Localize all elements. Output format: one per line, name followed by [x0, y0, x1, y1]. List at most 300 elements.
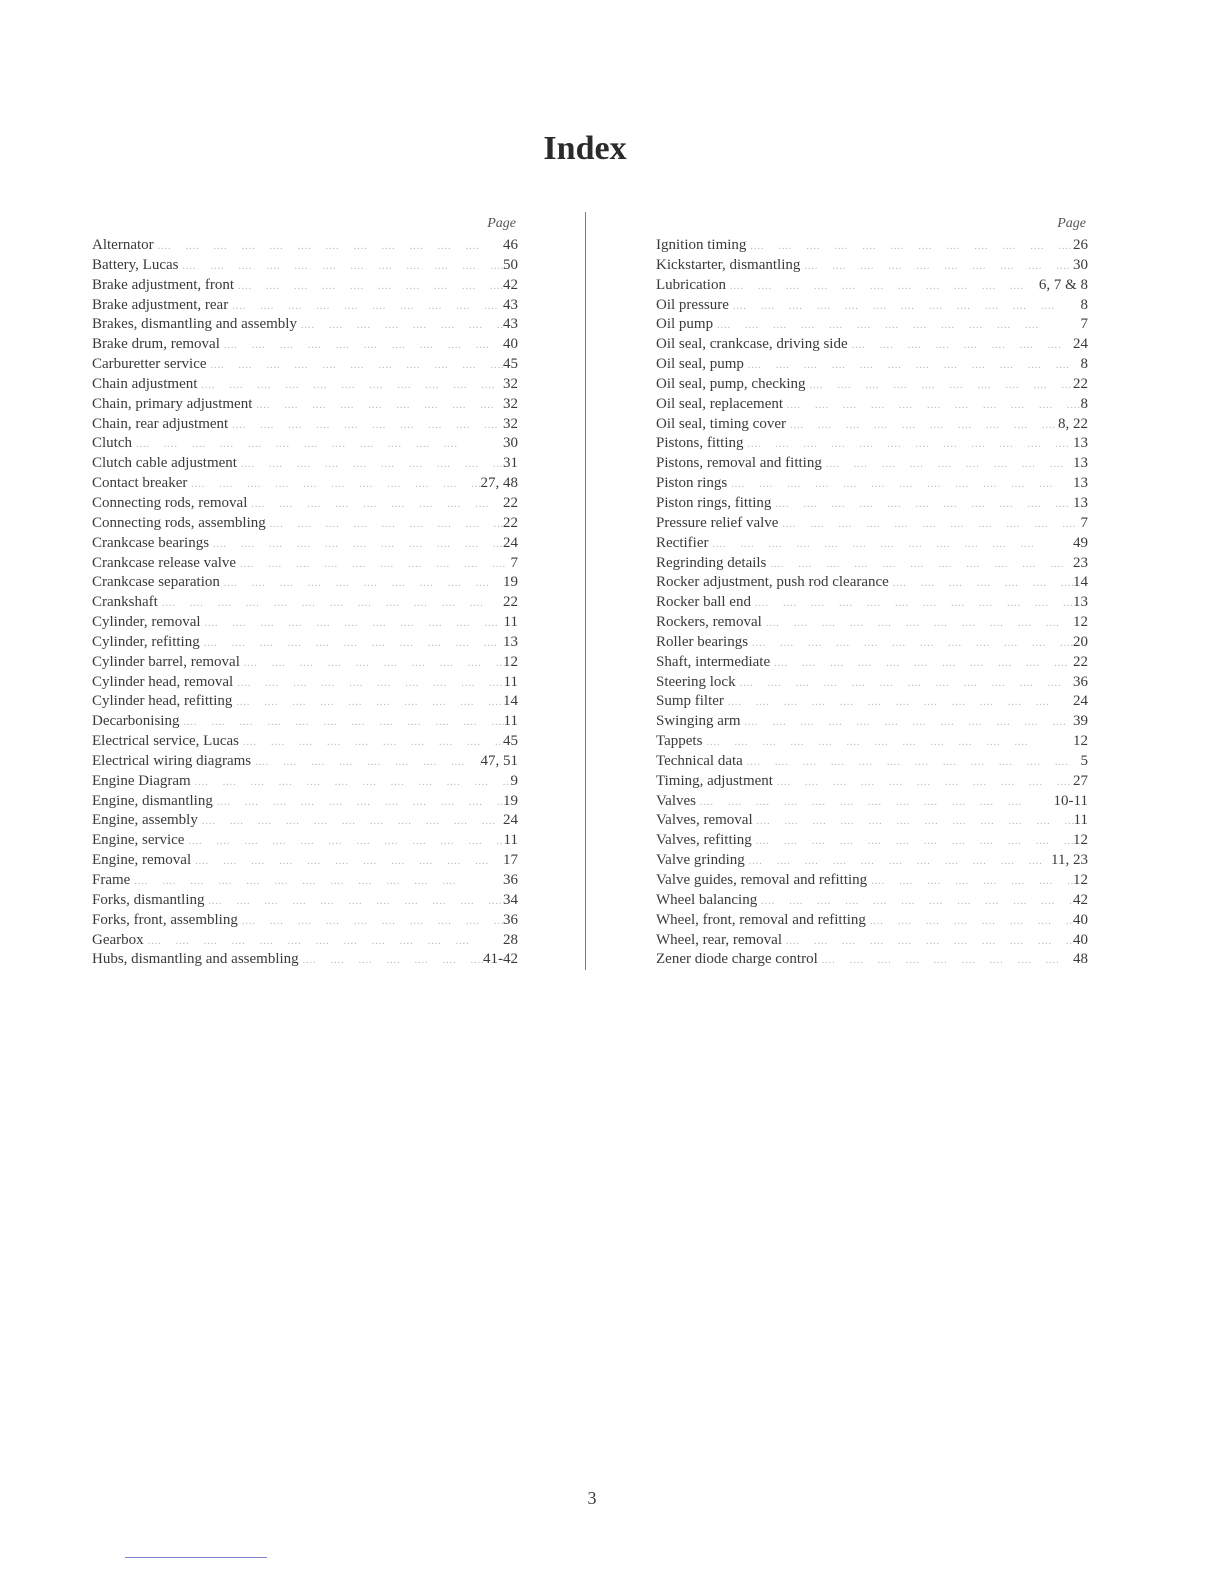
index-entry-page: 22 — [503, 594, 518, 611]
index-entry-label: Roller bearings — [656, 633, 749, 650]
index-entry-page: 11 — [503, 713, 518, 730]
dot-leader — [228, 416, 503, 436]
index-entry-page: 13 — [1073, 455, 1088, 472]
index-entry-label: Valves, refitting — [656, 832, 752, 849]
index-entry — [656, 673, 1088, 693]
index-entry-label: Hubs, dismantling and assembling — [92, 951, 299, 968]
index-entry-label: Engine, removal — [92, 852, 192, 869]
dot-leader — [266, 515, 503, 535]
index-entry-page: 39 — [1073, 713, 1088, 730]
index-entry-label: Chain, rear adjustment — [92, 415, 229, 432]
index-entry-label: Cylinder, removal — [92, 614, 201, 631]
index-entry-label: Cylinder head, refitting — [92, 693, 233, 710]
index-entry — [92, 554, 518, 574]
index-entry — [92, 692, 518, 712]
page-column-header: Page — [1057, 216, 1086, 231]
dot-leader — [782, 932, 1073, 952]
index-entry — [92, 494, 518, 514]
index-entry-page: 7 — [1080, 514, 1088, 531]
index-entry-label: Crankcase separation — [92, 574, 220, 591]
dot-leader — [179, 713, 503, 733]
index-entry-label: Wheel, front, removal and refitting — [656, 911, 866, 928]
index-entry-page: 24 — [503, 534, 518, 551]
index-entry-page: 31 — [503, 455, 518, 472]
index-entry-label: Oil seal, timing cover — [656, 415, 786, 432]
index-entry — [92, 335, 518, 355]
index-entry-label: Wheel balancing — [656, 891, 758, 908]
index-entry — [656, 474, 1088, 494]
index-entry-page: 26 — [1073, 237, 1088, 253]
dot-leader — [201, 614, 504, 634]
dot-leader — [236, 555, 510, 575]
dot-leader — [187, 475, 480, 495]
dot-leader — [184, 832, 503, 852]
index-entry-page: 24 — [503, 812, 518, 829]
dot-leader — [778, 515, 1080, 535]
index-entry — [656, 276, 1088, 296]
index-entry — [656, 792, 1088, 812]
index-entry-page: 12 — [1073, 832, 1088, 849]
index-entry-page: 48 — [1073, 951, 1088, 968]
dot-leader — [220, 336, 503, 356]
index-entry-page: 11, 23 — [1051, 852, 1088, 869]
index-entry-page: 41-42 — [483, 951, 518, 968]
dot-leader — [708, 535, 1073, 555]
index-entry-page: 13 — [1073, 494, 1088, 511]
dot-leader — [773, 773, 1073, 793]
index-entry-page: 43 — [503, 316, 518, 333]
index-entry-label: Brakes, dismantling and assembly — [92, 316, 297, 333]
index-entry-label: Oil seal, pump, checking — [656, 375, 806, 392]
index-entry — [656, 236, 1088, 256]
index-entry-page: 8 — [1080, 356, 1088, 373]
index-entry-label: Rocker adjustment, push rod clearance — [656, 574, 889, 591]
dot-leader — [702, 733, 1073, 753]
index-entry-label: Crankcase bearings — [92, 534, 210, 551]
index-entry — [92, 395, 518, 415]
index-entry-page: 24 — [1073, 336, 1088, 353]
index-entry-label: Kickstarter, dismantling — [656, 256, 801, 273]
index-entry-label: Crankcase release valve — [92, 554, 237, 571]
index-entry-label: Gearbox — [92, 931, 144, 948]
index-entry-page: 19 — [503, 792, 518, 809]
dot-leader — [748, 634, 1073, 654]
index-entry-label: Oil seal, pump — [656, 356, 744, 373]
index-entry-page: 12 — [1073, 733, 1088, 750]
index-entry — [92, 613, 518, 633]
index-entry — [92, 653, 518, 673]
index-entry-page: 46 — [503, 237, 518, 253]
index-entry-page: 22 — [1073, 653, 1088, 670]
index-entry — [656, 256, 1088, 276]
index-entry-page: 28 — [503, 931, 518, 948]
dot-leader — [220, 574, 503, 594]
index-entry — [92, 792, 518, 812]
index-entry — [656, 851, 1088, 871]
dot-leader — [696, 793, 1054, 813]
index-entry-page: 13 — [1073, 435, 1088, 452]
index-entry — [92, 415, 518, 435]
index-entry-label: Brake adjustment, rear — [92, 296, 229, 313]
dot-leader — [729, 297, 1081, 317]
index-entry — [656, 375, 1088, 395]
dot-leader — [786, 416, 1058, 436]
index-entry-label: Electrical service, Lucas — [92, 733, 239, 750]
index-entry-page: 8, 22 — [1058, 415, 1088, 432]
index-entry-label: Battery, Lucas — [92, 256, 179, 273]
index-entry-page: 8 — [1080, 296, 1088, 313]
index-entry — [656, 454, 1088, 474]
index-entry-label: Rectifier — [656, 534, 709, 551]
index-entry-page: 36 — [503, 872, 518, 888]
index-entry — [92, 276, 518, 296]
dot-leader — [770, 654, 1073, 674]
dot-leader — [238, 912, 503, 932]
dot-leader — [239, 733, 503, 753]
dot-leader — [766, 555, 1073, 575]
index-entry — [656, 494, 1088, 514]
index-entry-label: Forks, front, assembling — [92, 911, 238, 928]
column-divider — [585, 212, 586, 970]
index-entry-page: 11 — [503, 614, 518, 631]
dot-leader — [252, 396, 503, 416]
dot-leader — [232, 693, 503, 713]
dot-leader — [724, 693, 1073, 713]
dot-leader — [806, 376, 1073, 396]
index-entry-page: 14 — [1073, 574, 1088, 591]
index-entry — [656, 593, 1088, 613]
index-entry-page: 12 — [1073, 872, 1088, 888]
dot-leader — [198, 812, 503, 832]
index-entry-page: 32 — [503, 395, 518, 412]
dot-leader — [209, 535, 503, 555]
dot-leader — [179, 257, 504, 277]
index-entry-label: Rockers, removal — [656, 614, 762, 631]
page-column-header: Page — [487, 216, 516, 231]
index-entry-page: 45 — [503, 733, 518, 750]
dot-leader — [205, 892, 503, 912]
index-entry-page: 27 — [1073, 772, 1088, 789]
index-entry — [92, 514, 518, 534]
index-entry-label: Sump filter — [656, 693, 724, 710]
dot-leader — [751, 594, 1073, 614]
index-entry-label: Valves, removal — [656, 812, 753, 829]
index-entry-label: Wheel, rear, removal — [656, 931, 782, 948]
dot-leader — [762, 614, 1073, 634]
index-entry — [656, 692, 1088, 712]
index-entry-page: 11 — [503, 832, 518, 849]
index-entry — [92, 871, 518, 891]
dot-leader — [726, 277, 1039, 297]
index-entry — [656, 395, 1088, 415]
index-entry-page: 13 — [1073, 475, 1088, 492]
index-entry-page: 36 — [1073, 673, 1088, 690]
dot-leader — [866, 912, 1073, 932]
index-entry-label: Technical data — [656, 752, 743, 769]
index-entry-page: 17 — [503, 852, 518, 869]
index-entry — [92, 772, 518, 792]
dot-leader — [197, 376, 503, 396]
dot-leader — [191, 773, 511, 793]
index-entry-page: 40 — [1073, 931, 1088, 948]
index-entry-label: Connecting rods, assembling — [92, 514, 266, 531]
dot-leader — [233, 674, 503, 694]
index-entry-label: Piston rings — [656, 475, 728, 492]
index-entry-label: Pressure relief valve — [656, 514, 779, 531]
index-entry-page: 30 — [1073, 256, 1088, 273]
index-entry-page: 22 — [503, 514, 518, 531]
dot-leader — [752, 832, 1073, 852]
index-entry-page: 22 — [503, 494, 518, 511]
index-entry — [656, 296, 1088, 316]
index-entry-label: Engine, service — [92, 832, 185, 849]
index-entry-page: 14 — [503, 693, 518, 710]
index-entry — [656, 911, 1088, 931]
index-entry-label: Oil pressure — [656, 296, 729, 313]
index-entry-label: Engine, assembly — [92, 812, 198, 829]
index-entry — [92, 573, 518, 593]
index-entry — [92, 633, 518, 653]
index-entry — [656, 772, 1088, 792]
index-entry — [92, 732, 518, 752]
index-entry-page: 40 — [1073, 911, 1088, 928]
index-entry-page: 12 — [503, 653, 518, 670]
index-entry-label: Chain adjustment — [92, 375, 198, 392]
index-entry-label: Contact breaker — [92, 475, 188, 492]
index-entry-label: Brake adjustment, front — [92, 276, 235, 293]
index-entry — [92, 474, 518, 494]
index-entry-label: Valves — [656, 792, 696, 809]
index-entry-page: 32 — [503, 375, 518, 392]
dot-leader — [207, 356, 503, 376]
index-entry-label: Alternator — [92, 237, 154, 253]
index-entry — [656, 811, 1088, 831]
index-entry — [656, 514, 1088, 534]
index-entry — [656, 633, 1088, 653]
index-entry — [656, 871, 1088, 891]
index-entry-page: 23 — [1073, 554, 1088, 571]
dot-leader — [132, 435, 503, 455]
index-entry — [92, 911, 518, 931]
index-entry-label: Oil seal, replacement — [656, 395, 784, 412]
index-entry — [92, 752, 518, 772]
index-entry — [92, 891, 518, 911]
dot-leader — [822, 455, 1073, 475]
index-entry-page: 50 — [503, 256, 518, 273]
index-entry-page: 34 — [503, 891, 518, 908]
index-entry-page: 7 — [1080, 316, 1088, 333]
dot-leader — [744, 435, 1073, 455]
index-entry-page: 13 — [1073, 594, 1088, 611]
footer-rule — [125, 1557, 267, 1558]
index-entry — [656, 573, 1088, 593]
index-entry-label: Zener diode charge control — [656, 951, 818, 968]
index-entry-label: Pistons, removal and fitting — [656, 455, 822, 472]
dot-leader — [743, 753, 1081, 773]
index-entry-page: 13 — [503, 633, 518, 650]
index-entry-label: Cylinder barrel, removal — [92, 653, 240, 670]
dot-leader — [818, 951, 1073, 971]
index-entry — [656, 712, 1088, 732]
dot-leader — [867, 872, 1073, 892]
dot-leader — [753, 812, 1074, 832]
index-entry-page: 27, 48 — [480, 475, 518, 492]
index-list-right — [656, 236, 1088, 970]
index-entry-page: 36 — [503, 911, 518, 928]
index-entry — [656, 434, 1088, 454]
index-entry — [92, 831, 518, 851]
dot-leader — [757, 892, 1073, 912]
dot-leader — [200, 634, 503, 654]
index-entry-label: Oil seal, crankcase, driving side — [656, 336, 848, 353]
index-entry — [656, 315, 1088, 335]
index-entry — [92, 375, 518, 395]
index-entry-page: 24 — [1073, 693, 1088, 710]
dot-leader — [713, 316, 1080, 336]
index-entry — [656, 732, 1088, 752]
index-entry-label: Tappets — [656, 733, 703, 750]
index-entry-page: 6, 7 & 8 — [1038, 276, 1088, 293]
index-entry-page: 20 — [1073, 633, 1088, 650]
index-entry — [92, 712, 518, 732]
index-entry — [656, 355, 1088, 375]
index-entry — [92, 673, 518, 693]
index-entry — [92, 256, 518, 276]
index-entry-page: 42 — [1073, 891, 1088, 908]
page-number: 3 — [587, 1488, 597, 1508]
index-entry — [656, 534, 1088, 554]
index-entry-label: Crankshaft — [92, 594, 158, 611]
dot-leader — [297, 316, 503, 336]
index-entry-page: 43 — [503, 296, 518, 313]
index-entry-label: Rocker ball end — [656, 594, 751, 611]
dot-leader — [240, 654, 503, 674]
index-entry — [656, 653, 1088, 673]
index-entry — [656, 752, 1088, 772]
index-entry-page: 45 — [503, 356, 518, 373]
index-entry-page: 40 — [503, 336, 518, 353]
index-entry-label: Carburetter service — [92, 356, 207, 373]
index-entry — [656, 613, 1088, 633]
index-entry-page: 32 — [503, 415, 518, 432]
index-entry-label: Connecting rods, removal — [92, 494, 248, 511]
dot-leader — [251, 753, 480, 773]
index-entry-label: Cylinder, refitting — [92, 633, 200, 650]
index-entry-page: 30 — [503, 435, 518, 452]
dot-leader — [744, 356, 1081, 376]
dot-leader — [144, 932, 503, 952]
index-entry-label: Regrinding details — [656, 554, 767, 571]
index-entry — [92, 534, 518, 554]
index-entry — [656, 415, 1088, 435]
dot-leader — [771, 495, 1073, 515]
index-column-right — [656, 212, 1088, 970]
dot-leader — [158, 594, 503, 614]
index-entry-label: Swinging arm — [656, 713, 741, 730]
index-entry-page: 10-11 — [1053, 792, 1088, 809]
index-entry — [92, 950, 518, 970]
page-title: Index — [543, 130, 627, 167]
dot-leader — [191, 852, 503, 872]
index-entry-label: Pistons, fitting — [656, 435, 744, 452]
dot-leader — [130, 872, 503, 892]
dot-leader — [234, 277, 503, 297]
index-entry-page: 7 — [510, 554, 518, 571]
index-entry-label: Lubrication — [656, 276, 726, 293]
dot-leader — [299, 951, 483, 971]
index-entry-label: Valve guides, removal and refitting — [656, 872, 868, 888]
index-entry-page: 11 — [503, 673, 518, 690]
index-entry-page: 47, 51 — [480, 752, 518, 769]
index-entry — [92, 296, 518, 316]
index-entry-page: 5 — [1080, 752, 1088, 769]
index-entry-label: Oil pump — [656, 316, 714, 333]
index-entry — [92, 851, 518, 871]
index-entry-page: 22 — [1073, 375, 1088, 392]
index-entry — [92, 315, 518, 335]
index-entry — [656, 950, 1088, 970]
dot-leader — [848, 336, 1073, 356]
dot-leader — [736, 674, 1073, 694]
index-entry-label: Frame — [92, 872, 131, 888]
index-entry — [656, 335, 1088, 355]
dot-leader — [228, 297, 503, 317]
dot-leader — [237, 455, 503, 475]
index-entry-label: Engine Diagram — [92, 772, 191, 789]
index-entry-page: 49 — [1073, 534, 1088, 551]
index-entry — [92, 593, 518, 613]
index-entry — [656, 891, 1088, 911]
index-entry-label: Brake drum, removal — [92, 336, 220, 353]
index-entry-label: Cylinder head, removal — [92, 673, 234, 690]
index-entry-label: Valve grinding — [656, 852, 745, 869]
index-entry-label: Forks, dismantling — [92, 891, 205, 908]
index-entry-label: Chain, primary adjustment — [92, 395, 253, 412]
index-entry-page: 42 — [503, 276, 518, 293]
index-entry — [92, 434, 518, 454]
dot-leader — [154, 237, 503, 257]
index-entry — [656, 554, 1088, 574]
index-entry-label: Steering lock — [656, 673, 736, 690]
index-entry-label: Shaft, intermediate — [656, 653, 771, 670]
index-entry-page: 11 — [1073, 812, 1088, 829]
index-entry — [92, 454, 518, 474]
dot-leader — [745, 852, 1051, 872]
dot-leader — [741, 713, 1073, 733]
dot-leader — [889, 574, 1073, 594]
index-entry-page: 12 — [1073, 614, 1088, 631]
dot-leader — [746, 237, 1073, 257]
index-column-left — [92, 212, 518, 970]
dot-leader — [727, 475, 1073, 495]
dot-leader — [800, 257, 1073, 277]
index-entry — [92, 811, 518, 831]
index-entry-label: Electrical wiring diagrams — [92, 752, 252, 769]
dot-leader — [247, 495, 503, 515]
index-entry-label: Decarbonising — [92, 713, 180, 730]
dot-leader — [783, 396, 1080, 416]
index-entry — [92, 355, 518, 375]
index-entry-label: Clutch — [92, 435, 132, 452]
dot-leader — [213, 793, 503, 813]
index-entry — [656, 931, 1088, 951]
index-entry-page: 9 — [510, 772, 518, 789]
index-entry-page: 19 — [503, 574, 518, 591]
index-entry-label: Engine, dismantling — [92, 792, 213, 809]
index-entry-label: Timing, adjustment — [656, 772, 773, 789]
index-list-left — [92, 236, 518, 970]
index-entry-label: Clutch cable adjustment — [92, 455, 237, 472]
